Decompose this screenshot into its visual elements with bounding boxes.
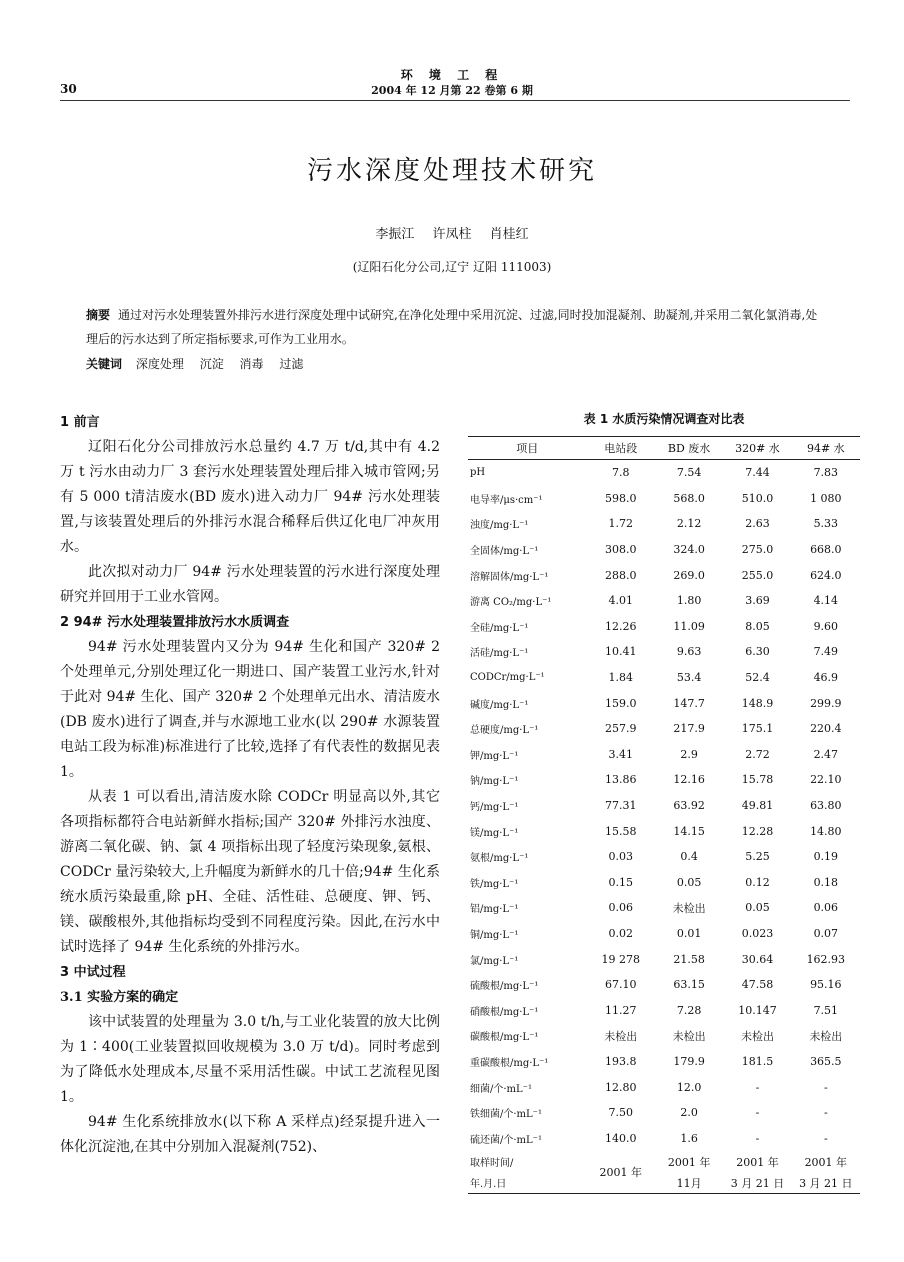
keywords-label: 关键词 (86, 357, 123, 371)
table-row-label: 全固体/mg·L⁻¹ (470, 546, 539, 558)
table-row-label: pH (470, 467, 486, 479)
table-cell: 7.54 (676, 466, 702, 480)
table-cell: 12.16 (673, 773, 705, 787)
table-row-label: 氯/mg·L⁻¹ (470, 955, 519, 967)
table-row-label: 硫酸根/mg·L⁻¹ (470, 981, 539, 993)
table-cell: 7.50 (608, 1106, 634, 1120)
table-header-cell: 项目 (468, 437, 587, 460)
table-cell: 13.86 (605, 773, 637, 787)
table-cell: 未检出 (604, 1029, 638, 1043)
table-cell: 11.27 (605, 1003, 637, 1017)
table-cell: 193.8 (605, 1054, 637, 1068)
table-cell: 0.05 (676, 875, 702, 889)
table-cell: 269.0 (673, 568, 705, 582)
table-header-cell: BD 废水 (655, 437, 723, 460)
table-cell: 0.06 (813, 901, 839, 915)
table-row-label: 取样时间/ (470, 1158, 514, 1170)
table-cell: 220.4 (810, 722, 842, 736)
table-cell: 624.0 (810, 568, 842, 582)
table-cell: 7.51 (813, 1003, 839, 1017)
table-row (468, 716, 860, 742)
table-cell: 255.0 (741, 568, 774, 582)
table-cell: 0.023 (741, 926, 774, 940)
table-row-label: 钙/mg·L⁻¹ (470, 802, 519, 814)
table-row (468, 844, 860, 870)
table-row-label: 钾/mg·L⁻¹ (470, 750, 519, 762)
table-cell: 10.41 (605, 645, 637, 659)
table-cell: 77.31 (605, 799, 637, 813)
table-cell: 568.0 (673, 491, 705, 505)
table-cell: 未检出 (672, 1029, 706, 1043)
table-cell: 9.63 (676, 645, 702, 659)
table-cell: 0.12 (745, 875, 770, 889)
table-cell: 0.15 (608, 875, 634, 889)
table-row-label: 溶解固体/mg·L⁻¹ (470, 571, 549, 583)
paragraph: 该中试装置的处理量为 3.0 t/h,与工业化装置的放大比例为 1∶400(工业装置拟回收规模为 3.0 万 t/d)。同时考虑到为了降低水处理成本,尽量不采用活性碳。中试工艺流程见图 1。 (60, 1014, 440, 1105)
table-cell: 598.0 (605, 491, 637, 505)
table-cell: 1.80 (676, 594, 702, 608)
table-row-label: 硝酸根/mg·L⁻¹ (470, 1006, 539, 1018)
table-row-label: 钠/mg·L⁻¹ (470, 776, 519, 788)
table-cell: 0.02 (608, 926, 634, 940)
table-cell: 9.60 (813, 619, 839, 633)
table-row (468, 1172, 860, 1194)
table-row (468, 639, 860, 665)
table-row-label: 镁/mg·L⁻¹ (470, 827, 519, 839)
table-cell: 67.10 (605, 978, 637, 992)
table-header-row (468, 437, 860, 460)
table-row (468, 767, 860, 793)
author-name: 李振江 (375, 227, 415, 242)
table-cell: 275.0 (741, 543, 774, 557)
page-number: 30 (60, 82, 77, 96)
table-cell: 3.41 (608, 747, 634, 761)
journal-issue: 2004 年 12 月第 22 卷第 6 期 (371, 84, 533, 97)
table-cell: 14.80 (810, 824, 842, 838)
paragraph: 此次拟对动力厂 94# 污水处理装置的污水进行深度处理研究并回用于工业水管网。 (60, 564, 440, 605)
section-heading: 1 前言 (60, 415, 100, 430)
table-cell: 308.0 (605, 543, 637, 557)
author-list (0, 223, 904, 242)
table-row (468, 486, 860, 512)
table-cell: 0.06 (608, 901, 634, 915)
table-row-label: 铜/mg·L⁻¹ (470, 929, 519, 941)
table-row-label: 碱度/mg·L⁻¹ (470, 699, 529, 711)
table-cell: 1 080 (810, 491, 842, 505)
table-cell: 140.0 (605, 1131, 637, 1145)
table-row (468, 588, 860, 614)
table-row (468, 1049, 860, 1075)
table-cell: 3.69 (745, 594, 770, 608)
author-name: 肖桂红 (489, 227, 529, 242)
table-cell: 148.9 (741, 696, 774, 710)
table-row-label: 细菌/个·mL⁻¹ (470, 1083, 532, 1095)
table-cell: - (823, 1131, 828, 1145)
table-cell: 3 月 21 日 (723, 1172, 791, 1194)
table-cell: 162.93 (806, 952, 846, 966)
table-cell: 0.05 (745, 901, 770, 915)
table-cell: 2.72 (745, 747, 770, 761)
table-cell: 12.26 (605, 619, 637, 633)
table-cell: 2001 年 (804, 1155, 848, 1169)
table-cell: 288.0 (605, 568, 637, 582)
table-row-label: 碳酸根/mg·L⁻¹ (470, 1032, 539, 1044)
table-cell: 0.4 (680, 850, 698, 864)
table-cell: 2001 年 (667, 1155, 711, 1169)
table-row (468, 1023, 860, 1049)
table-row (468, 997, 860, 1023)
table-row (468, 870, 860, 896)
table-cell: 63.15 (673, 978, 705, 992)
table-cell: - (823, 1080, 828, 1094)
paper-title: 污水深度处理技术研究 (306, 156, 597, 186)
table-cell: 8.05 (745, 619, 770, 633)
table-cell: 5.25 (745, 850, 770, 864)
table-cell: 7.8 (612, 466, 630, 480)
table-row (468, 1125, 860, 1151)
table-cell: 7.49 (813, 645, 839, 659)
table-row (468, 460, 860, 486)
table-cell: 15.78 (741, 773, 774, 787)
table-cell: 7.28 (676, 1003, 702, 1017)
table-cell: 未检出 (740, 1029, 774, 1043)
table-row-label: 氨根/mg·L⁻¹ (470, 853, 529, 865)
table-row (468, 1074, 860, 1100)
table-cell: 0.01 (676, 926, 702, 940)
keyword: 深度处理 (135, 357, 184, 371)
table-row-label: 年.月.日 (468, 1172, 587, 1194)
table-cell: 12.0 (676, 1080, 702, 1094)
table-cell: 1.6 (680, 1131, 698, 1145)
table-row (468, 614, 860, 640)
table-cell: 0.07 (813, 926, 839, 940)
author-name: 许凤柱 (432, 227, 472, 242)
table-cell: 5.33 (813, 517, 839, 531)
table-cell: 181.5 (741, 1054, 774, 1068)
body-left-column (60, 410, 440, 1160)
table-cell: 未检出 (672, 901, 706, 915)
paragraph: 辽阳石化分公司排放污水总量约 4.7 万 t/d,其中有 4.2 万 t 污水由动力厂 3 套污水处理装置处理后排入城市管网;另有 5 000 t清洁废水(BD 废水)进入动力厂 94# 污水处理装置,与该装置处理后的外排污水混合稀释后供辽化电厂冲灰用水。 (60, 439, 440, 555)
table-cell: 0.18 (813, 875, 839, 889)
table-cell: 257.9 (605, 722, 637, 736)
table-cell: 47.58 (741, 978, 774, 992)
table-cell: 46.9 (813, 671, 839, 685)
table-body (468, 460, 860, 1194)
table-row-label: CODCr/mg·L⁻¹ (470, 672, 545, 684)
table-cell: 2.12 (676, 517, 702, 531)
table-cell: 14.15 (673, 824, 705, 838)
paragraph: 从表 1 可以看出,清洁废水除 CODCr 明显高以外,其它各项指标都符合电站新鲜水指标;国产 320# 外排污水浊度、游离二氧化碳、钠、氯 4 项指标出现了轻度污染现象,氨根、CODCr 量污染较大,上升幅度为新鲜水的几十倍;94# 生化系统水质污染最重,除 pH、全硅、活性硅、总硬度、钾、钙、镁、碳酸根外,其他指标均受到不同程度污染。因此,在污水中试时选择了 94# 生化系统的外排污水。 (60, 789, 440, 955)
abstract-text: 通过对污水处理装置外排污水进行深度处理中试研究,在净化处理中采用沉淀、过滤,同时投加混凝剂、助凝剂,并采用二氧化氯消毒,处理后的污水达到了所定指标要求,可作为工业用水。 (86, 308, 818, 346)
table-cell: 510.0 (741, 491, 774, 505)
keyword: 沉淀 (199, 357, 224, 371)
table-cell: 365.5 (810, 1054, 842, 1068)
table-row-label: 铁细菌/个·mL⁻¹ (470, 1109, 542, 1121)
table-cell: 2001 年 (736, 1155, 779, 1169)
table-row (468, 665, 860, 691)
table-cell: 147.7 (673, 696, 705, 710)
table-cell: 668.0 (810, 543, 842, 557)
table-cell: 21.58 (673, 952, 705, 966)
table-cell: 12.80 (605, 1080, 637, 1094)
abstract (86, 303, 826, 351)
water-quality-table (468, 436, 860, 1194)
table-header-cell: 320# 水 (723, 437, 791, 460)
table-cell: 22.10 (810, 773, 842, 787)
table-cell: 19 278 (601, 952, 641, 966)
keywords (86, 355, 826, 372)
section-heading: 2 94# 污水处理装置排放污水水质调查 (60, 615, 290, 630)
table-cell: 2001 年 (587, 1151, 655, 1194)
table-row (468, 690, 860, 716)
table-row-label: 浊度/mg·L⁻¹ (470, 520, 529, 532)
table-row (468, 1100, 860, 1126)
table-cell: 53.4 (676, 671, 702, 685)
table-cell: 11.09 (673, 619, 705, 633)
table-cell: 175.1 (741, 722, 774, 736)
table-cell: 30.64 (741, 952, 774, 966)
table-cell: 4.01 (608, 594, 634, 608)
table-cell: 11月 (655, 1172, 723, 1194)
table-cell: - (823, 1106, 828, 1120)
table-cell: 2.63 (745, 517, 770, 531)
table-row-label: 全硅/mg·L⁻¹ (470, 622, 529, 634)
table-row (468, 946, 860, 972)
journal-name: 环 境 工 程 (400, 68, 504, 82)
header-rule (60, 100, 850, 101)
table-cell: - (755, 1080, 760, 1094)
table-row-label: 电导率/μs·cm⁻¹ (470, 494, 543, 506)
paragraph: 94# 污水处理装置内又分为 94# 生化和国产 320# 2 个处理单元,分别处理辽化一期进口、国产装置工业污水,针对于此对 94# 生化、国产 320# 2 个处理单元出水、清洁废水(DB 废水)进行了调查,并与水源地工业水(以 290# 水源装置电站工段为标准)标准进行了比较,选择了有代表性的数据见表 1。 (60, 639, 440, 780)
table-caption: 表 1 水质污染情况调查对比表 (583, 412, 745, 426)
table-row-label: 铝/mg·L⁻¹ (470, 904, 519, 916)
table-cell: 0.03 (608, 850, 634, 864)
section-heading: 3 中试过程 (60, 965, 126, 980)
table-cell: 324.0 (673, 543, 705, 557)
table-row (468, 562, 860, 588)
table-cell: 15.58 (605, 824, 637, 838)
table-cell: 159.0 (605, 696, 637, 710)
table-cell: 63.80 (810, 799, 842, 813)
paragraph: 94# 生化系统排放水(以下称 A 采样点)经泵提升进入一体化沉淀池,在其中分别加入混凝剂(752)、 (60, 1114, 440, 1155)
table-cell: 63.92 (673, 799, 705, 813)
table-cell: 2.47 (813, 747, 839, 761)
table-cell: 7.44 (745, 466, 770, 480)
table-cell: 217.9 (673, 722, 705, 736)
table-cell: 3 月 21 日 (792, 1172, 860, 1194)
table-row (468, 537, 860, 563)
table-header-cell: 94# 水 (792, 437, 860, 460)
table-cell: 7.83 (813, 466, 839, 480)
table-cell: 95.16 (810, 978, 842, 992)
table-cell: 4.14 (813, 594, 839, 608)
table-cell: 49.81 (741, 799, 774, 813)
table-cell: 1.72 (608, 517, 634, 531)
table-cell: 52.4 (745, 671, 770, 685)
abstract-label: 摘要 (86, 308, 111, 322)
table-row-label: 总硬度/mg·L⁻¹ (470, 725, 539, 737)
table-row (468, 921, 860, 947)
table-cell: 1.84 (608, 671, 634, 685)
table-row (468, 972, 860, 998)
table-cell: - (755, 1131, 760, 1145)
table-cell: - (755, 1106, 760, 1120)
table-cell: 未检出 (809, 1029, 843, 1043)
table-cell: 10.147 (738, 1003, 777, 1017)
table-row (468, 511, 860, 537)
affiliation: (辽阳石化分公司,辽宁 辽阳 111003) (352, 260, 552, 274)
table-cell: 6.30 (745, 645, 770, 659)
table-row-label: 活硅/mg·L⁻¹ (470, 648, 529, 660)
table-row (468, 793, 860, 819)
table-cell: 0.19 (813, 850, 839, 864)
table-row-label: 铁/mg·L⁻¹ (470, 878, 519, 890)
keyword: 消毒 (239, 357, 264, 371)
table-cell: 2.0 (680, 1106, 698, 1120)
table-row-label: 重碳酸根/mg·L⁻¹ (470, 1057, 549, 1069)
table-cell: 2.9 (680, 747, 698, 761)
table-cell: 299.9 (810, 696, 842, 710)
table-cell: 12.28 (741, 824, 774, 838)
table-row (468, 895, 860, 921)
table-row-label: 硫还菌/个·mL⁻¹ (470, 1134, 542, 1146)
subsection-heading: 3.1 实验方案的确定 (60, 990, 179, 1005)
table-row (468, 742, 860, 768)
table-row (468, 818, 860, 844)
table-row-label: 游离 CO₂/mg·L⁻¹ (470, 597, 552, 609)
table-row (468, 1151, 860, 1172)
table-header-cell: 电站段 (587, 437, 655, 460)
keyword: 过滤 (279, 357, 304, 371)
table-cell: 179.9 (673, 1054, 705, 1068)
